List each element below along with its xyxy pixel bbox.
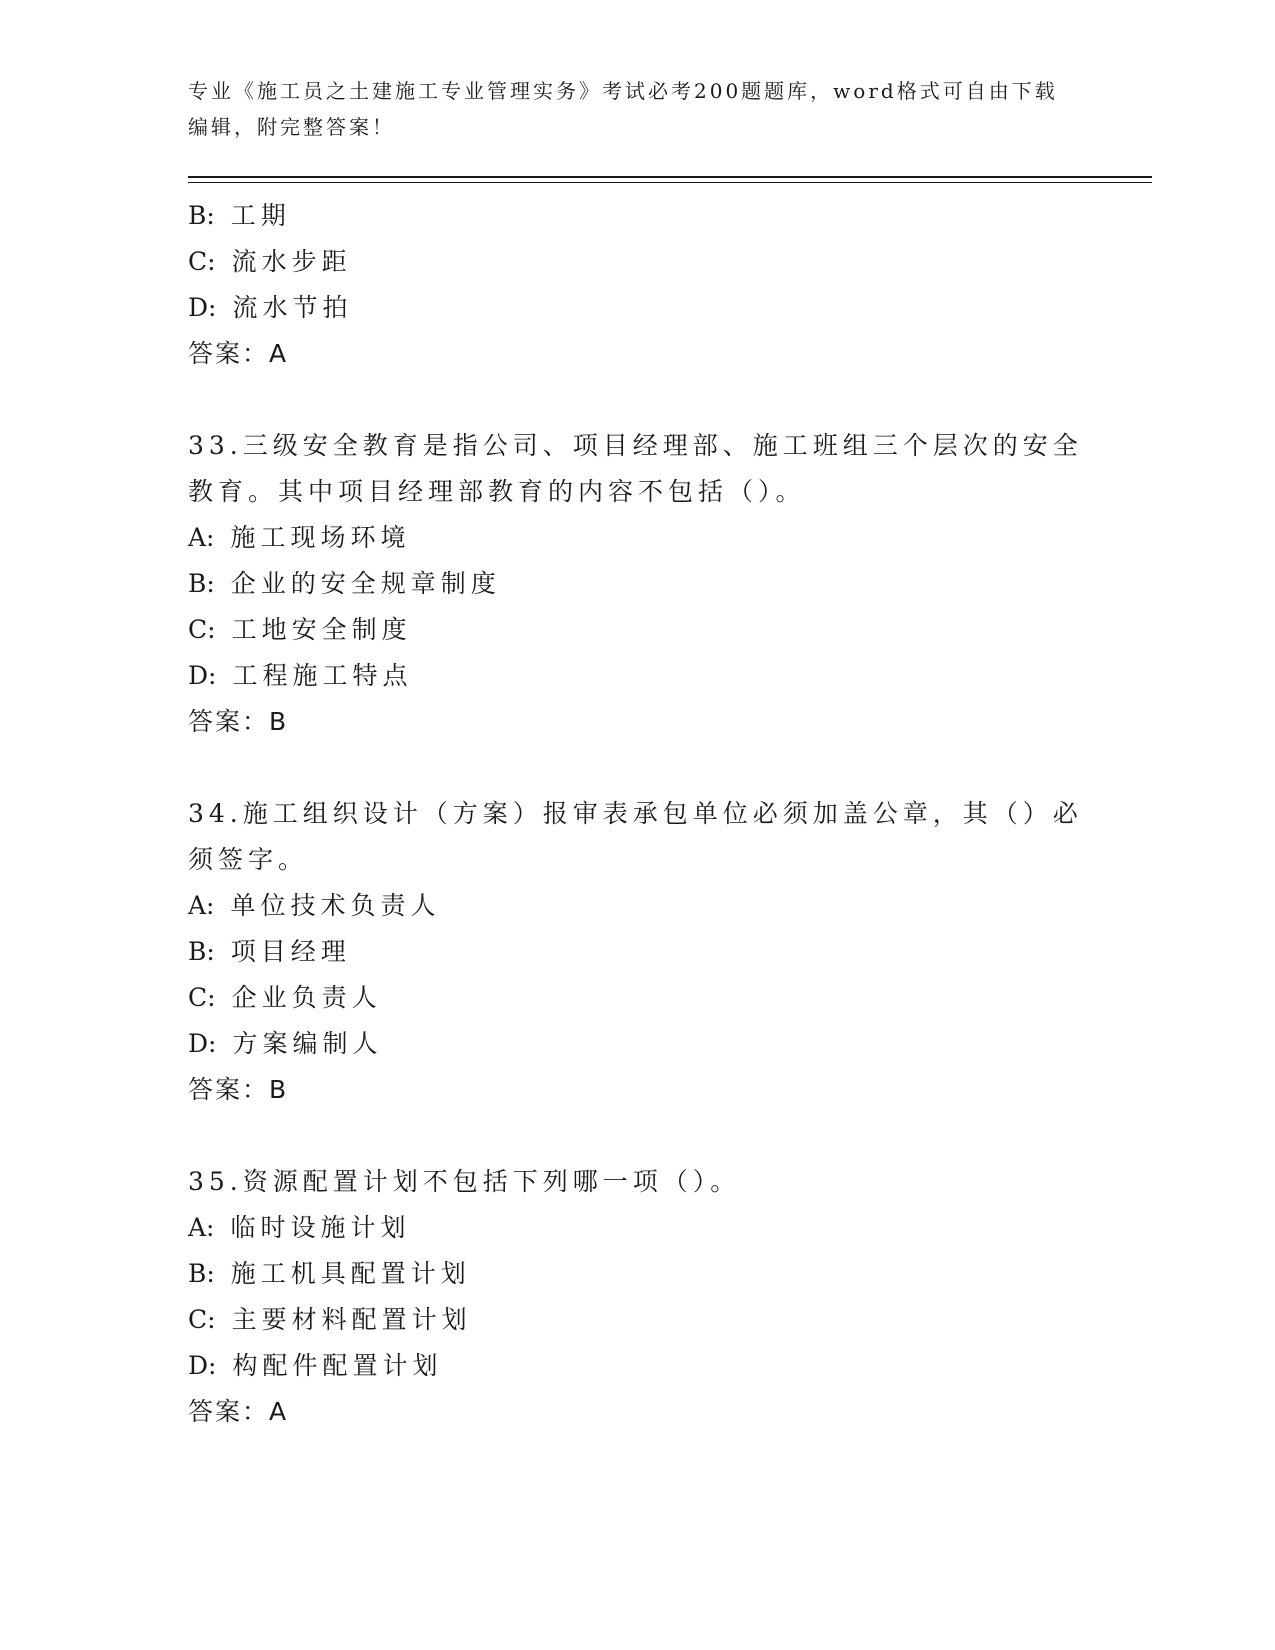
option-d [188,1021,1088,1067]
option-a [188,515,1088,561]
option-label: D: [188,1029,217,1058]
option-text: 单位技术负责人 [230,891,441,920]
option-c [188,1297,1088,1343]
answer-line: 答案：A [188,339,289,368]
option-text: 企业的安全规章制度 [230,569,501,598]
page-header-text: 专业《施工员之土建施工专业管理实务》考试必考200题题库，word格式可自由下载编辑，附完整答案！ [188,79,1058,139]
option-c [188,975,1088,1021]
header-divider [188,176,1152,183]
question-block-33 [188,423,1088,745]
answer-line: 答案：A [188,1397,289,1426]
option-text: 方案编制人 [232,1029,383,1058]
option-text: 流水节拍 [232,293,353,322]
question-stem: 35.资源配置计划不包括下列哪一项（）。 [188,1167,741,1196]
option-label: B: [188,937,215,966]
option-d [188,1343,1088,1389]
option-label: C: [188,615,216,644]
question-stem: 33.三级安全教育是指公司、项目经理部、施工班组三个层次的安全教育。其中项目经理部教育的内容不包括（）。 [188,431,1083,506]
option-label: C: [188,247,216,276]
option-b [188,1251,1088,1297]
option-d [188,653,1088,699]
option-b [188,193,1088,239]
option-text: 构配件配置计划 [232,1351,443,1380]
option-label: D: [188,661,217,690]
option-text: 工地安全制度 [231,615,412,644]
option-a [188,883,1088,929]
option-text: 临时设施计划 [230,1213,411,1242]
option-label: C: [188,983,216,1012]
option-text: 施工机具配置计划 [230,1259,471,1288]
question-block-34 [188,791,1088,1113]
option-c [188,239,1088,285]
option-text: 企业负责人 [231,983,382,1012]
option-text: 工程施工特点 [232,661,413,690]
question-block-continued [188,193,1088,377]
option-b [188,929,1088,975]
option-text: 流水步距 [231,247,352,276]
option-label: B: [188,1259,215,1288]
option-a [188,1205,1088,1251]
answer-line: 答案：B [188,1075,289,1104]
answer-line: 答案：B [188,707,289,736]
option-text: 项目经理 [230,937,351,966]
option-label: A: [188,1213,215,1242]
question-block-35 [188,1159,1088,1435]
option-text: 主要材料配置计划 [231,1305,472,1334]
option-label: D: [188,293,217,322]
option-label: D: [188,1351,217,1380]
question-content [188,193,1088,1481]
option-b [188,561,1088,607]
option-label: B: [188,201,215,230]
option-label: A: [188,523,215,552]
option-c [188,607,1088,653]
question-stem: 34.施工组织设计（方案）报审表承包单位必须加盖公章，其（）必须签字。 [188,799,1083,874]
option-label: A: [188,891,215,920]
option-text: 工期 [230,201,291,230]
option-label: B: [188,569,215,598]
option-d [188,285,1088,331]
option-label: C: [188,1305,216,1334]
option-text: 施工现场环境 [230,523,411,552]
